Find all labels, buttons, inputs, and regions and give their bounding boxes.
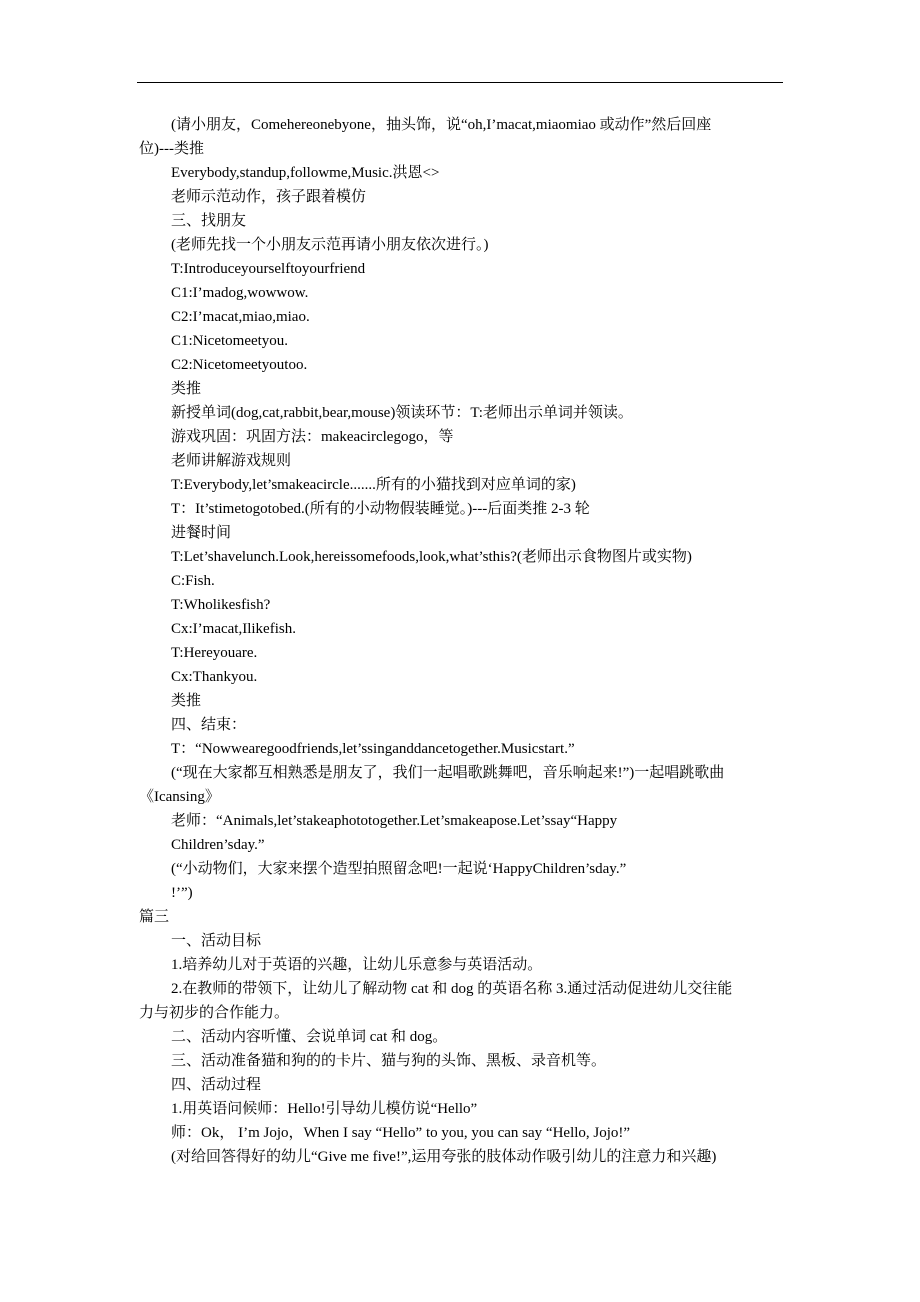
text-line: C2:I’macat,miao,miao. <box>171 309 310 325</box>
text-line: 老师讲解游戏规则 <box>171 453 292 469</box>
text-line: Cx:I’macat,Ilikefish. <box>171 621 296 637</box>
text-line: 游戏巩固：巩固方法：makeacirclegogo，等 <box>171 429 454 445</box>
text-line: 1.培养幼儿对于英语的兴趣，让幼儿乐意参与英语活动。 <box>171 957 543 973</box>
text-line: T:Let’shavelunch.Look,hereissomefoods,look,what’sthis?(老师出示食物图片或实物) <box>171 549 692 565</box>
text-line: C:Fish. <box>171 573 215 589</box>
text-line: (老师先找一个小朋友示范再请小朋友依次进行。) <box>171 237 489 253</box>
text-line: T:Everybody,let’smakeacircle.......所有的小猫找到对应单词的家) <box>171 477 576 493</box>
text-line: 新授单词(dog,cat,rabbit,bear,mouse)领读环节：T:老师出示单词并领读。 <box>171 405 633 421</box>
section-heading: 四、活动过程 <box>171 1077 262 1093</box>
text-line: Children’sday.” <box>171 837 265 853</box>
text-line: Cx:Thankyou. <box>171 669 258 685</box>
text-line: (“小动物们，大家来摆个造型拍照留念吧!一起说‘HappyChildren’sday.” <box>171 861 627 877</box>
text-line: (请小朋友，Comehereonebyone，抽头饰，说“oh,I’macat,miaomiao 或动作”然后回座 <box>171 117 712 133</box>
text-line: C1:I’madog,wowwow. <box>171 285 309 301</box>
text-line: (对给回答得好的幼儿“Give me five!”,运用夸张的肢体动作吸引幼儿的注意力和兴趣) <box>171 1149 717 1165</box>
text-line: C1:Nicetomeetyou. <box>171 333 289 349</box>
text-line: T:Introduceyourselftoyourfriend <box>171 261 366 277</box>
text-line: 老师：“Animals,let’stakeaphototogether.Let’smakeapose.Let’ssay“Happy <box>171 813 618 829</box>
text-line: 类推 <box>171 381 202 397</box>
text-line: 力与初步的合作能力。 <box>139 1005 290 1021</box>
text-line: Everybody,standup,followme,Music.洪恩<> <box>171 165 440 181</box>
text-line: T:Wholikesfish? <box>171 597 271 613</box>
header-rule <box>137 82 783 83</box>
text-line: 位)---类推 <box>139 141 204 157</box>
text-line: T：“Nowwearegoodfriends,let’ssinganddancetogether.Musicstart.” <box>171 741 575 757</box>
text-line: 老师示范动作，孩子跟着模仿 <box>171 189 367 205</box>
text-line: T:Hereyouare. <box>171 645 258 661</box>
section-heading: 四、结束： <box>171 717 247 733</box>
text-line: C2:Nicetomeetyoutoo. <box>171 357 308 373</box>
text-line: 2.在教师的带领下，让幼儿了解动物 cat 和 dog 的英语名称 3.通过活动促进幼儿交往能 <box>171 981 733 997</box>
text-line: 进餐时间 <box>171 525 232 541</box>
text-line: 1.用英语问候师：Hello!引导幼儿模仿说“Hello” <box>171 1101 478 1117</box>
section-heading: 三、找朋友 <box>171 213 247 229</box>
section-heading: 三、活动准备猫和狗的的卡片、猫与狗的头饰、黑板、录音机等。 <box>171 1053 607 1069</box>
text-line: 师：Ok， I’m Jojo，When I say “Hello” to you, you can say “Hello, Jojo!” <box>171 1125 631 1141</box>
text-line: (“现在大家都互相熟悉是朋友了，我们一起唱歌跳舞吧，音乐响起来!”)一起唱跳歌曲 <box>171 765 725 781</box>
chapter-heading: 篇三 <box>139 909 170 925</box>
section-heading: 二、活动内容听懂、会说单词 cat 和 dog。 <box>171 1029 448 1045</box>
text-line: 类推 <box>171 693 202 709</box>
text-line: 《Icansing》 <box>139 789 220 805</box>
section-heading: 一、活动目标 <box>171 933 262 949</box>
text-line: !’”) <box>171 885 193 901</box>
text-line: T：It’stimetogotobed.(所有的小动物假装睡觉。)---后面类推 2-3 轮 <box>171 501 590 517</box>
